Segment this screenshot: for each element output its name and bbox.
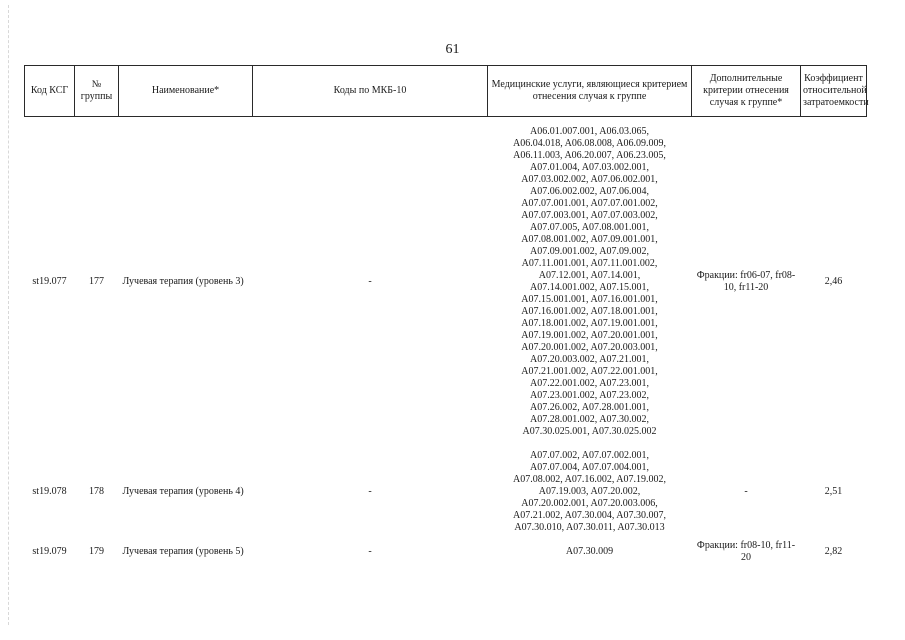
services-list: A07.07.002, A07.07.002.001, A07.07.004, A07.07.004.001, A07.08.002, A07.16.002, A07.19.002, A07.19.003, A07.20.002, A07.20.002.001, A07.20.003.006, A07.21.002, A07.30.004, A07.30.007, A07.30.010, A07.30.011, A07.30.013	[512, 450, 667, 533]
cell-group: 177	[89, 276, 104, 287]
cell-name: Лучевая терапия (уровень 4)	[122, 486, 244, 497]
cell-criteria: -	[744, 486, 748, 497]
cell-coef: 2,51	[824, 486, 843, 497]
cell-criteria: Фракции: fr08-10, fr11-20	[696, 540, 796, 563]
cell-mkb: -	[368, 486, 372, 497]
cell-code: st19.079	[32, 546, 67, 557]
cell-services	[488, 537, 692, 567]
table-header-row	[25, 66, 867, 117]
header-criteria: Дополнительные критерии отнесения случая к группе*	[692, 66, 801, 117]
cell-coef: 2,82	[824, 546, 843, 557]
cell-mkb: -	[368, 276, 372, 287]
header-group: № группы	[75, 66, 119, 117]
scan-margin-line	[8, 5, 10, 625]
table-row	[25, 537, 867, 567]
services-list: A06.01.007.001, A06.03.065, A06.04.018, A06.08.008, A06.09.009, A06.11.003, A06.20.007, A06.23.005, A07.01.004, A07.03.002.001, A07.03.002.002, A07.06.002.001, A07.06.002.002, A07.06.004, A07.07.001.001, A07.07.001.002, A07.07.003.001, A07.07.003.002, A07.07.005, A07.08.001.001, A07.08.001.002, A07.09.001.001, A07.09.001.002, A07.09.002, A07.11.001.001, A07.11.001.002, A07.12.001, A07.14.001, A07.14.001.002, A07.15.001, A07.15.001.001, A07.16.001.001, A07.16.001.002, A07.18.001.001, A07.18.001.002, A07.19.001.001, A07.19.001.002, A07.20.001.001, A07.20.001.002, A07.20.003.001, A07.20.003.002, A07.21.001, A07.21.001.002, A07.22.001.001, A07.22.001.002, A07.23.001, A07.23.001.002, A07.23.002, A07.26.002, A07.28.001.001, A07.28.001.002, A07.30.002, A07.30.025.001, A07.30.025.002	[512, 126, 667, 437]
page-number: 61	[445, 42, 460, 57]
ksg-table-wrapper	[24, 65, 869, 563]
header-code: Код КСГ	[25, 66, 75, 117]
services-list: A07.30.009	[565, 546, 614, 557]
header-services: Медицинские услуги, являющиеся критерием отнесения случая к группе	[488, 66, 692, 117]
cell-criteria: Фракции: fr06-07, fr08-10, fr11-20	[696, 270, 796, 293]
header-mkb: Коды по МКБ-10	[253, 66, 488, 117]
header-name: Наименование*	[119, 66, 253, 117]
ksg-table	[24, 65, 867, 567]
cell-mkb: -	[368, 546, 372, 557]
cell-services	[488, 447, 692, 537]
cell-services	[488, 117, 692, 448]
cell-code: st19.077	[32, 276, 67, 287]
table-row	[25, 447, 867, 537]
cell-name: Лучевая терапия (уровень 5)	[122, 546, 244, 557]
cell-coef: 2,46	[824, 276, 843, 287]
cell-code: st19.078	[32, 486, 67, 497]
table-row	[25, 117, 867, 448]
cell-group: 179	[89, 546, 104, 557]
cell-group: 178	[89, 486, 104, 497]
cell-name: Лучевая терапия (уровень 3)	[122, 276, 244, 287]
header-coef: Коэффициент относительной затратоемкости	[801, 66, 867, 117]
